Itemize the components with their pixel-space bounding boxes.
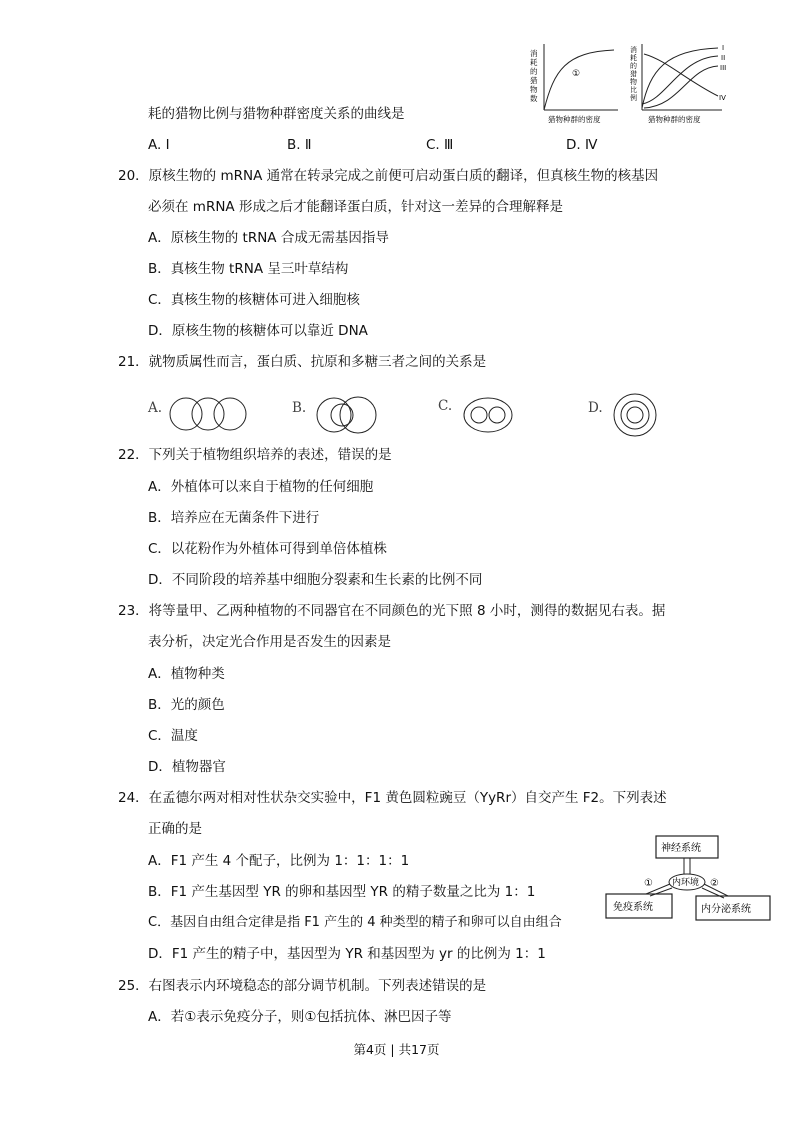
q21-option-c-label: C.	[438, 398, 453, 414]
q25-stem: 25．右图表示内环境稳态的部分调节机制。下列表述错误的是	[118, 978, 487, 994]
q23-option-d: D．植物器官	[148, 759, 226, 775]
q20-option-d: D．原核生物的核糖体可以靠近 DNA	[148, 323, 368, 339]
q19-right-curve-IV: IV	[719, 94, 726, 102]
q25-mark-2: ②	[710, 878, 719, 889]
q24-stem: 24．在孟德尔两对相对性状杂交实验中，F1 黄色圆粒豌豆（YyRr）自交产生 F2。下列表述	[118, 790, 667, 806]
q21-option-b-label: B.	[292, 400, 307, 416]
q23-stem: 23．将等量甲、乙两种植物的不同器官在不同颜色的光下照 8 小时，测得的数据见右表。据	[118, 603, 666, 619]
q19-left-xlabel: 猎物种群的密度	[548, 115, 601, 124]
page-footer: 第4页 | 共17页	[353, 1042, 440, 1057]
q19-option-a: A. Ⅰ	[148, 137, 170, 153]
q24-option-a: A．F1 产生 4 个配子，比例为 1：1：1：1	[148, 853, 410, 869]
q20-option-a: A．原核生物的 tRNA 合成无需基因指导	[148, 230, 389, 246]
q19-figure-right	[626, 40, 736, 126]
q24-stem-cont: 正确的是	[148, 821, 202, 837]
q24-option-c: C．基因自由组合定律是指 F1 产生的 4 种类型的精子和卵可以自由组合	[148, 915, 562, 930]
q21-option-a-label: A.	[148, 400, 163, 416]
q19-right-xlabel: 猎物种群的密度	[648, 115, 701, 124]
q19-left-ylabel: 消耗的猎物数	[530, 49, 538, 103]
q23-stem-cont: 表分析，决定光合作用是否发生的因素是	[148, 634, 391, 650]
q25-option-a: A．若①表示免疫分子，则①包括抗体、淋巴因子等	[148, 1009, 452, 1025]
q23-option-b: B．光的颜色	[148, 697, 225, 713]
q19-stem-tail: 耗的猎物比例与猎物种群密度关系的曲线是	[148, 106, 405, 122]
q20-option-c: C．真核生物的核糖体可进入细胞核	[148, 292, 360, 308]
q25-node-endocrine: 内分泌系统	[701, 904, 751, 915]
q22-option-c: C．以花粉作为外植体可得到单倍体植株	[148, 541, 387, 557]
q25-node-nervous: 神经系统	[661, 843, 701, 854]
q22-option-a: A．外植体可以来自于植物的任何细胞	[148, 479, 374, 495]
q24-option-d: D．F1 产生的精子中，基因型为 YR 和基因型为 yr 的比例为 1：1	[148, 946, 546, 962]
q25-diagram	[604, 832, 774, 924]
q20-option-b: B．真核生物 tRNA 呈三叶草结构	[148, 261, 349, 277]
q19-option-b: B. Ⅱ	[287, 137, 312, 153]
q21-option-d-label: D.	[588, 400, 603, 416]
q19-right-ylabel: 消耗的猎物比例	[630, 46, 637, 102]
q22-stem: 22．下列关于植物组织培养的表述，错误的是	[118, 447, 392, 463]
q22-option-b: B．培养应在无菌条件下进行	[148, 510, 320, 526]
q20-stem: 20．原核生物的 mRNA 通常在转录完成之前便可启动蛋白质的翻译，但真核生物的核基因	[118, 168, 659, 184]
q21-stem: 21．就物质属性而言，蛋白质、抗原和多糖三者之间的关系是	[118, 354, 487, 370]
q23-option-a: A．植物种类	[148, 666, 225, 682]
q19-option-c: C. Ⅲ	[426, 137, 454, 153]
q25-node-center: 内环境	[672, 878, 700, 888]
q22-option-d: D．不同阶段的培养基中细胞分裂素和生长素的比例不同	[148, 572, 483, 588]
q19-option-d: D. Ⅳ	[566, 137, 598, 153]
q19-figure-left	[526, 40, 622, 126]
q21-diagram-b	[314, 396, 380, 434]
q21-diagram-c	[462, 396, 514, 434]
q19-right-curve-III: III	[720, 64, 727, 72]
q25-mark-1: ①	[644, 878, 653, 889]
q25-node-immune: 免疫系统	[613, 902, 653, 913]
q19-right-curve-I: I	[722, 44, 725, 52]
q24-option-b: B．F1 产生基因型 YR 的卵和基因型 YR 的精子数量之比为 1：1	[148, 884, 536, 900]
q21-diagram-d	[612, 392, 658, 438]
q21-diagram-a	[164, 396, 254, 432]
q19-right-curve-II: II	[721, 54, 726, 62]
q23-option-c: C．温度	[148, 728, 198, 744]
q20-stem-cont: 必须在 mRNA 形成之后才能翻译蛋白质，针对这一差异的合理解释是	[148, 199, 563, 215]
q19-left-curve-label: ①	[572, 69, 581, 79]
